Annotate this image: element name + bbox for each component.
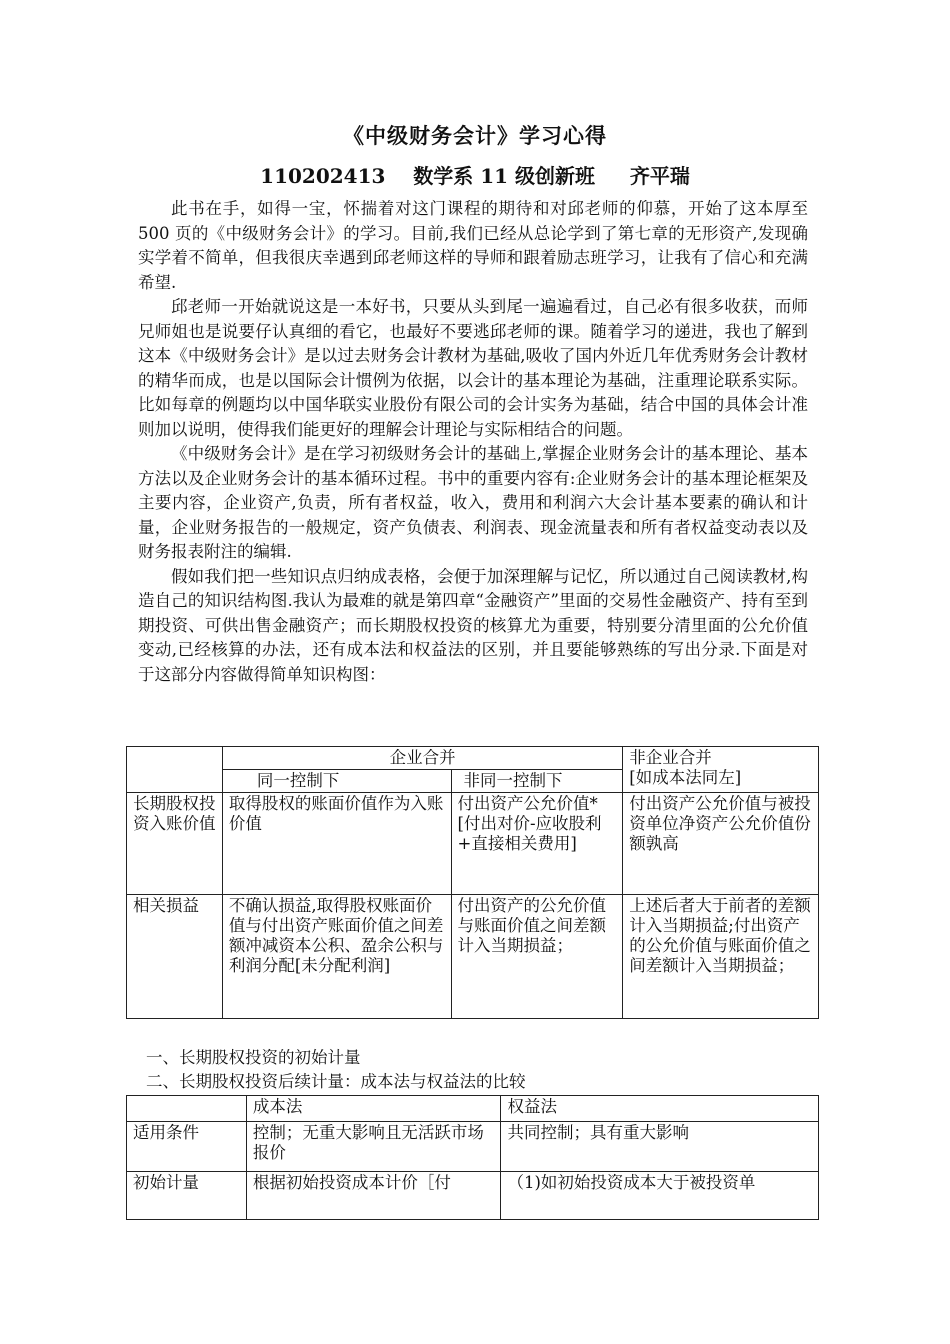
table-row-label: 长期股权投资入账价值 bbox=[127, 793, 223, 895]
table-cell: 付出资产的公允价值与账面价值之间差额计入当期损益； bbox=[451, 895, 623, 1019]
table-cell: 上述后者大于前者的差额计入当期损益;付出资产的公允价值与账面价值之间差额计入当期损益； bbox=[623, 895, 819, 1019]
table-cell: 取得股权的账面价值作为入账价值 bbox=[222, 793, 451, 895]
document-title: 《中级财务会计》学习心得 bbox=[343, 123, 607, 148]
table-row-label: 适用条件 bbox=[127, 1122, 247, 1172]
table-cell: 控制；无重大影响且无活跃市场报价 bbox=[246, 1122, 501, 1172]
table-header-diff-control: 非同一控制下 bbox=[451, 770, 623, 793]
table-cell: 根据初始投资成本计价［付 bbox=[246, 1172, 501, 1220]
merge-comparison-table bbox=[126, 746, 819, 1019]
table-cell: 付出资产公允价值* [付出对价-应收股利+直接相关费用] bbox=[451, 793, 623, 895]
table-cell-empty bbox=[127, 1096, 247, 1122]
table-cell: 付出资产公允价值与被投资单位净资产公允价值份额孰高 bbox=[623, 793, 819, 895]
table-cell: （1)如初始投资成本大于被投资单 bbox=[501, 1172, 819, 1220]
table-header-merge: 企业合并 bbox=[222, 747, 622, 770]
table-header-same-control: 同一控制下 bbox=[222, 770, 451, 793]
table-cell: 不确认损益,取得股权账面价值与付出资产账面价值之间差额冲减资本公积、盈余公积与利润分配[未分配利润] bbox=[222, 895, 451, 1019]
list-item: 二、长期股权投资后续计量：成本法与权益法的比较 bbox=[146, 1072, 526, 1091]
table-header-equity: 权益法 bbox=[501, 1096, 819, 1122]
table-row-label: 初始计量 bbox=[127, 1172, 247, 1220]
table-cell-empty bbox=[127, 747, 223, 793]
table-cell: 共同控制；具有重大影响 bbox=[501, 1122, 819, 1172]
document-subtitle: 110202413 数学系 11 级创新班 齐平瑞 bbox=[260, 164, 690, 188]
list-item: 一、长期股权投资的初始计量 bbox=[146, 1048, 361, 1067]
table-header-cost: 成本法 bbox=[246, 1096, 501, 1122]
table-header-non-merge: 非企业合并 [如成本法同左] bbox=[623, 747, 819, 793]
paragraph-1: 此书在手，如得一宝，怀揣着对这门课程的期待和对邱老师的仰慕，开始了这本厚至 500 页的《中级财务会计》的学习。目前,我们已经从总论学到了第七章的无形资产,发现确实学着不简单，但我很庆幸遇到邱老师这样的导师和跟着励志班学习，让我有了信心和充满希望. bbox=[138, 199, 808, 292]
table-row-label: 相关损益 bbox=[127, 895, 223, 1019]
paragraph-3: 《中级财务会计》是在学习初级财务会计的基础上,掌握企业财务会计的基本理论、基本方法以及企业财务会计的基本循环过程。书中的重要内容有:企业财务会计的基本理论框架及主要内容，企业资产,负责，所有者权益，收入，费用和利润六大会计基本要素的确认和计量，企业财务报告的一般规定，资产负债表、利润表、现金流量表和所有者权益变动表以及财务报表附注的编辑. bbox=[138, 444, 808, 561]
paragraph-4: 假如我们把一些知识点归纳成表格，会便于加深理解与记忆，所以通过自己阅读教材,构造自己的知识结构图.我认为最难的就是第四章“金融资产”里面的交易性金融资产、持有至到期投资、可供出售金融资产；而长期股权投资的核算尤为重要，特别要分清里面的公允价值变动,已经核算的办法，还有成本法和权益法的区别，并且要能够熟练的写出分录.下面是对于这部分内容做得简单知识构图： bbox=[138, 566, 808, 684]
paragraph-2: 邱老师一开始就说这是一本好书，只要从头到尾一遍遍看过，自己必有很多收获，而师兄师姐也是说要仔认真细的看它，也最好不要逃邱老师的课。随着学习的递进，我也了解到这本《中级财务会计》是以过去财务会计教材为基础,吸收了国内外近几年优秀财务会计教材的精华而成，也是以国际会计惯例为依据，以会计的基本理论为基础，注重理论联系实际。比如每章的例题均以中国华联实业股份有限公司的会计实务为基础，结合中国的具体会计准则加以说明，使得我们能更好的理解会计理论与实际相结合的问题。 bbox=[138, 297, 808, 439]
document-body bbox=[138, 197, 808, 687]
cost-equity-table bbox=[126, 1095, 819, 1220]
